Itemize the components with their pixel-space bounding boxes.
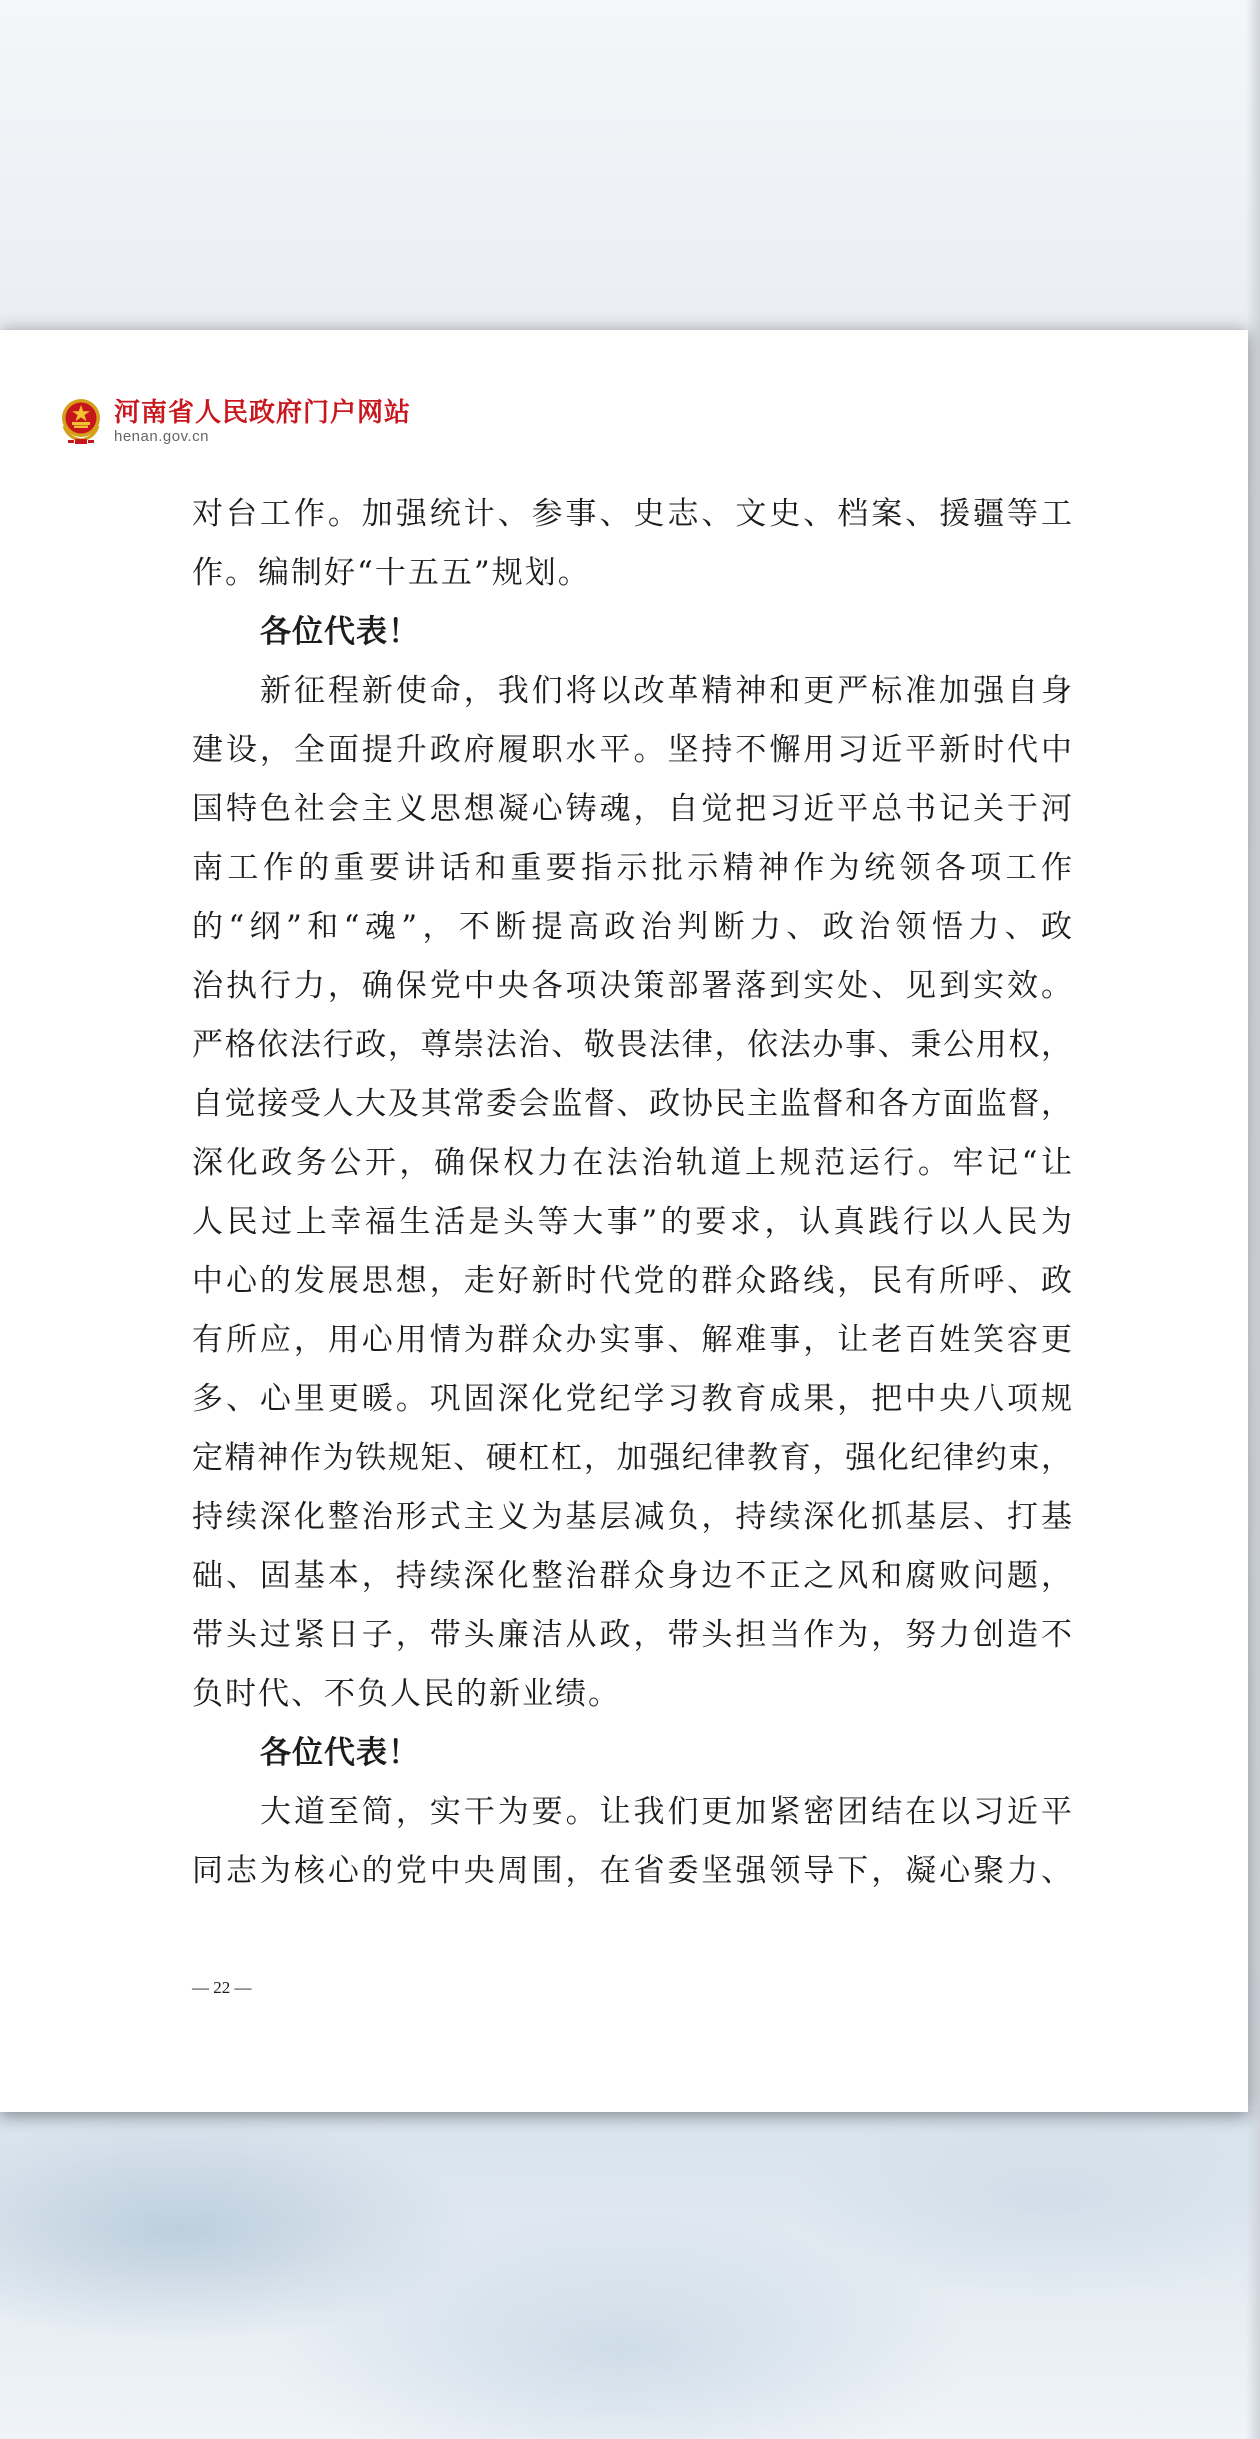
document-page — [0, 330, 1248, 2112]
text-line: 严格依法行政，尊崇法治、敬畏法律，依法办事、秉公用权， — [192, 1027, 1072, 1063]
text-line: 治执行力，确保党中央各项决策部署落到实处、见到实效。 — [192, 968, 1072, 1004]
text-line: 中心的发展思想，走好新时代党的群众路线，民有所呼、政 — [192, 1263, 1072, 1299]
text-line: 人民过上幸福生活是头等大事”的要求，认真践行以人民为 — [192, 1204, 1072, 1240]
text-line: 同志为核心的党中央周围，在省委坚强领导下，凝心聚力、 — [192, 1853, 1072, 1889]
site-logo[interactable] — [58, 395, 411, 447]
page-stack-edge — [1246, 0, 1260, 2439]
text-line: 负时代、不负人民的新业绩。 — [192, 1676, 621, 1712]
text-line: 大道至简，实干为要。让我们更加紧密团结在以习近平 — [260, 1794, 1072, 1830]
text-line: 础、固基本，持续深化整治群众身边不正之风和腐败问题， — [192, 1558, 1072, 1594]
section-salutation: 各位代表！ — [260, 1735, 420, 1771]
text-line: 定精神作为铁规矩、硬杠杠，加强纪律教育，强化纪律约束， — [192, 1440, 1072, 1476]
background-bottom — [0, 2110, 1260, 2439]
text-line: 多、心里更暖。巩固深化党纪学习教育成果，把中央八项规 — [192, 1381, 1072, 1417]
text-line: 新征程新使命，我们将以改革精神和更严标准加强自身 — [260, 673, 1072, 709]
background-top — [0, 0, 1260, 330]
text-line: 带头过紧日子，带头廉洁从政，带头担当作为，努力创造不 — [192, 1617, 1072, 1653]
text-line: 对台工作。加强统计、参事、史志、文史、档案、援疆等工 — [192, 496, 1072, 532]
text-line: 南工作的重要讲话和重要指示批示精神作为统领各项工作 — [192, 850, 1072, 886]
text-line: 持续深化整治形式主义为基层减负，持续深化抓基层、打基 — [192, 1499, 1072, 1535]
text-line: 建设，全面提升政府履职水平。坚持不懈用习近平新时代中 — [192, 732, 1072, 768]
text-line: 自觉接受人大及其常委会监督、政协民主监督和各方面监督， — [192, 1086, 1072, 1122]
text-line: 有所应，用心用情为群众办实事、解难事，让老百姓笑容更 — [192, 1322, 1072, 1358]
text-line: 深化政务公开，确保权力在法治轨道上规范运行。牢记“让 — [192, 1145, 1072, 1181]
national-emblem-icon — [58, 396, 104, 446]
text-line: 国特色社会主义思想凝心铸魂，自觉把习近平总书记关于河 — [192, 791, 1072, 827]
text-line: 作。编制好“十五五”规划。 — [192, 555, 591, 591]
site-domain: henan.gov.cn — [114, 427, 209, 445]
page-number: — 22 — — [192, 1978, 252, 1997]
text-line: 的“纲”和“魂”，不断提高政治判断力、政治领悟力、政 — [192, 909, 1072, 945]
section-salutation: 各位代表！ — [260, 614, 420, 650]
site-title: 河南省人民政府门户网站 — [114, 397, 412, 428]
document-body — [192, 485, 1072, 1901]
